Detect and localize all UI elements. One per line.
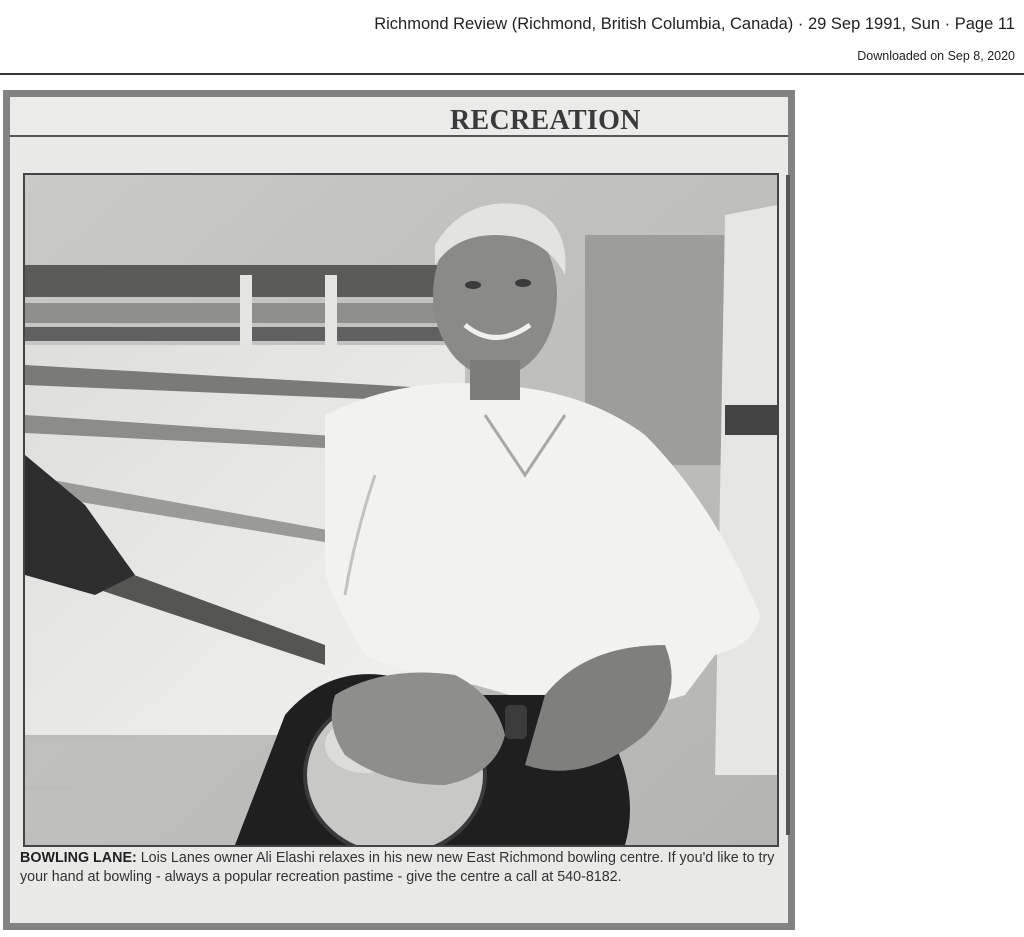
photo-caption — [20, 849, 780, 887]
section-header — [10, 97, 788, 137]
header-divider — [0, 73, 1024, 75]
photo-frame — [23, 173, 779, 847]
clipping-right-edge — [786, 175, 790, 835]
caption-text: Lois Lanes owner Ali Elashi relaxes in his new new East Richmond bowling centre. If you'd like to try your hand at bowling - always a popular recreation pastime - give the centre a call at 540-8182. — [20, 850, 775, 885]
section-title: RECREATION — [450, 105, 641, 136]
wristwatch — [505, 705, 527, 739]
header-download-line: Downloaded on Sep 8, 2020 — [857, 49, 1015, 63]
bowling-photo-icon — [25, 175, 777, 845]
clipping-inner — [10, 97, 788, 923]
header-source-line: Richmond Review (Richmond, British Columbia, Canada) · 29 Sep 1991, Sun · Page 11 — [374, 15, 1015, 33]
caption-lead: BOWLING LANE: — [20, 850, 137, 866]
newspaper-clipping — [3, 90, 795, 930]
